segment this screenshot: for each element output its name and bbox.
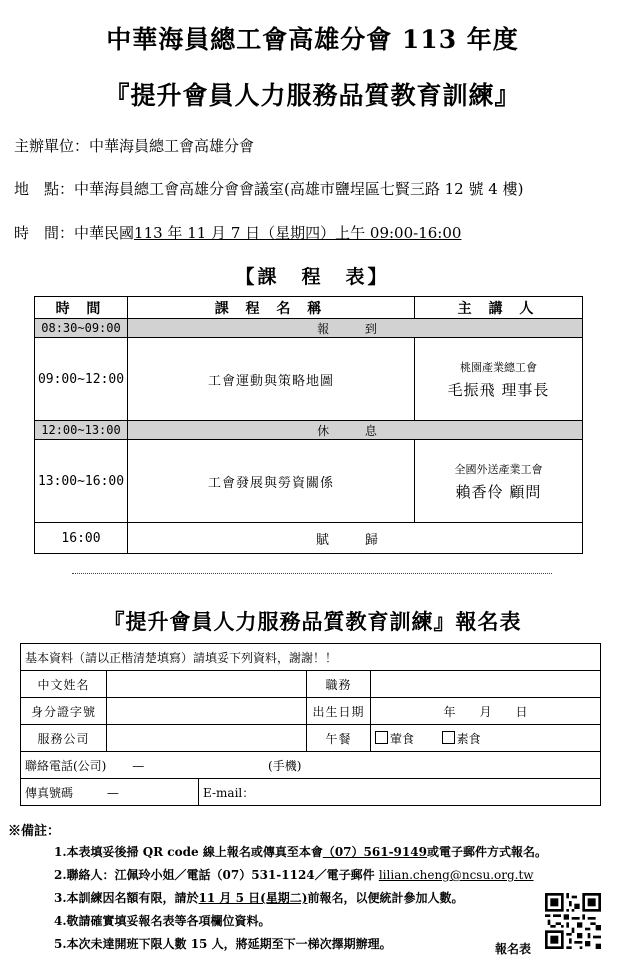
note-1-text: 1.本表填妥後掃 QR code 線上報名或傳真至本會 xyxy=(54,845,323,859)
organizer-value: 中華海員總工會高雄分會 xyxy=(89,137,255,155)
email-label: E-mail： xyxy=(203,785,255,800)
contact-email-link[interactable]: lilian.cheng@ncsu.org.tw xyxy=(378,868,534,882)
id-number-field[interactable] xyxy=(107,698,307,725)
note-1-tail: 或電子郵件方式報名。 xyxy=(426,845,547,859)
location-line xyxy=(14,178,523,199)
end-label: 賦 歸 xyxy=(128,523,583,554)
registration-form-title: 『提升會員人力服務品質教育訓練』報名表 xyxy=(103,609,522,634)
id-number-label: 身分證字號 xyxy=(21,698,107,725)
note-1-fax: （07）561-9149 xyxy=(322,845,427,859)
note-3-text: 3.本訓練因名額有限，請於 xyxy=(54,891,199,905)
meat-checkbox[interactable] xyxy=(375,731,388,744)
name-field[interactable] xyxy=(107,671,307,698)
note-5: 5.本次未達開班下限人數 15 人，將延期至下一梯次擇期辦理。 xyxy=(54,937,392,951)
schedule-table xyxy=(34,296,583,554)
session1-time: 09:00~12:00 xyxy=(35,338,128,421)
time-label: 時 間： xyxy=(14,224,75,242)
session2-time: 13:00~16:00 xyxy=(35,440,128,523)
end-time: 16:00 xyxy=(35,523,128,554)
session-row xyxy=(35,338,583,421)
time-line xyxy=(14,222,461,243)
name-label: 中文姓名 xyxy=(21,671,107,698)
note-4: 4.敬請確實填妥報名表等各項欄位資料。 xyxy=(54,914,271,928)
phone-field[interactable] xyxy=(21,752,601,779)
veg-option-label: 素食 xyxy=(456,731,481,746)
session1-course: 工會運動與策略地圖 xyxy=(128,338,415,421)
end-row xyxy=(35,523,583,554)
lunch-label: 午餐 xyxy=(307,725,371,752)
birth-date-label: 出生日期 xyxy=(307,698,371,725)
note-3-deadline: 11 月 5 日(星期二) xyxy=(198,891,308,905)
note-2-text: 2.聯絡人：江佩玲小姐／電話（07）531-1124／電子郵件 xyxy=(54,868,375,882)
schedule-title: 【課 程 表】 xyxy=(235,266,390,288)
company-label: 服務公司 xyxy=(21,725,107,752)
cut-line-divider xyxy=(72,573,552,574)
fax-dash: — xyxy=(106,785,119,800)
registration-label: 報 到 xyxy=(128,319,583,338)
time-value: 113 年 11 月 7 日（星期四）上午 09:00-16:00 xyxy=(134,224,462,242)
break-time: 12:00~13:00 xyxy=(35,421,128,440)
schedule-header-row xyxy=(35,297,583,319)
veg-checkbox[interactable] xyxy=(442,731,455,744)
break-label: 休 息 xyxy=(128,421,583,440)
session1-org: 桃園產業總工會 xyxy=(460,360,537,374)
birth-date-field[interactable]: 年 月 日 xyxy=(371,698,601,725)
meat-option-label: 葷食 xyxy=(390,731,415,746)
session2-speaker-cell xyxy=(415,440,583,523)
header-time: 時 間 xyxy=(35,297,128,319)
note-3-tail: 前報名，以便統計參加人數。 xyxy=(307,891,464,905)
organizer-label: 主辦單位： xyxy=(14,137,90,155)
note-1 xyxy=(54,843,547,860)
registration-form xyxy=(20,643,601,806)
document-subtitle: 『提升會員人力服務品質教育訓練』 xyxy=(104,81,521,110)
session2-course: 工會發展與勞資關係 xyxy=(128,440,415,523)
session1-speaker-cell xyxy=(415,338,583,421)
location-value: 中華海員總工會高雄分會會議室(高雄市鹽埕區七賢三路 12 號 4 樓) xyxy=(74,180,524,198)
job-field[interactable] xyxy=(371,671,601,698)
fax-field[interactable] xyxy=(21,779,199,806)
form-intro: 基本資料（請以正楷清楚填寫）請填妥下列資料，謝謝！！ xyxy=(21,644,601,671)
registration-time: 08:30~09:00 xyxy=(35,319,128,338)
session2-speaker: 賴香伶 顧問 xyxy=(455,482,542,501)
break-row xyxy=(35,421,583,440)
session1-speaker: 毛振飛 理事長 xyxy=(447,380,550,399)
session-row xyxy=(35,440,583,523)
notes-heading: ※備註： xyxy=(8,824,61,839)
company-field[interactable] xyxy=(107,725,307,752)
session2-org: 全國外送產業工會 xyxy=(454,462,543,476)
fax-label: 傳真號碼 xyxy=(25,785,74,800)
registration-row xyxy=(35,319,583,338)
mobile-label: (手機) xyxy=(268,758,302,773)
job-label: 職務 xyxy=(307,671,371,698)
organizer-line xyxy=(14,135,254,156)
note-3 xyxy=(54,889,464,906)
document-title: 中華海員總工會高雄分會 113 年度 xyxy=(106,25,519,54)
note-2 xyxy=(54,866,534,883)
lunch-options xyxy=(371,725,601,752)
location-label: 地 點： xyxy=(14,180,75,198)
time-prefix: 中華民國 xyxy=(74,224,135,242)
header-speaker: 主 講 人 xyxy=(415,297,583,319)
qr-label: 報名表 xyxy=(495,942,532,956)
phone-label: 聯絡電話(公司) xyxy=(25,758,107,773)
qr-code-icon[interactable] xyxy=(545,893,601,949)
header-course: 課 程 名 稱 xyxy=(128,297,415,319)
phone-dash: — xyxy=(132,758,145,773)
email-field[interactable] xyxy=(199,779,601,806)
